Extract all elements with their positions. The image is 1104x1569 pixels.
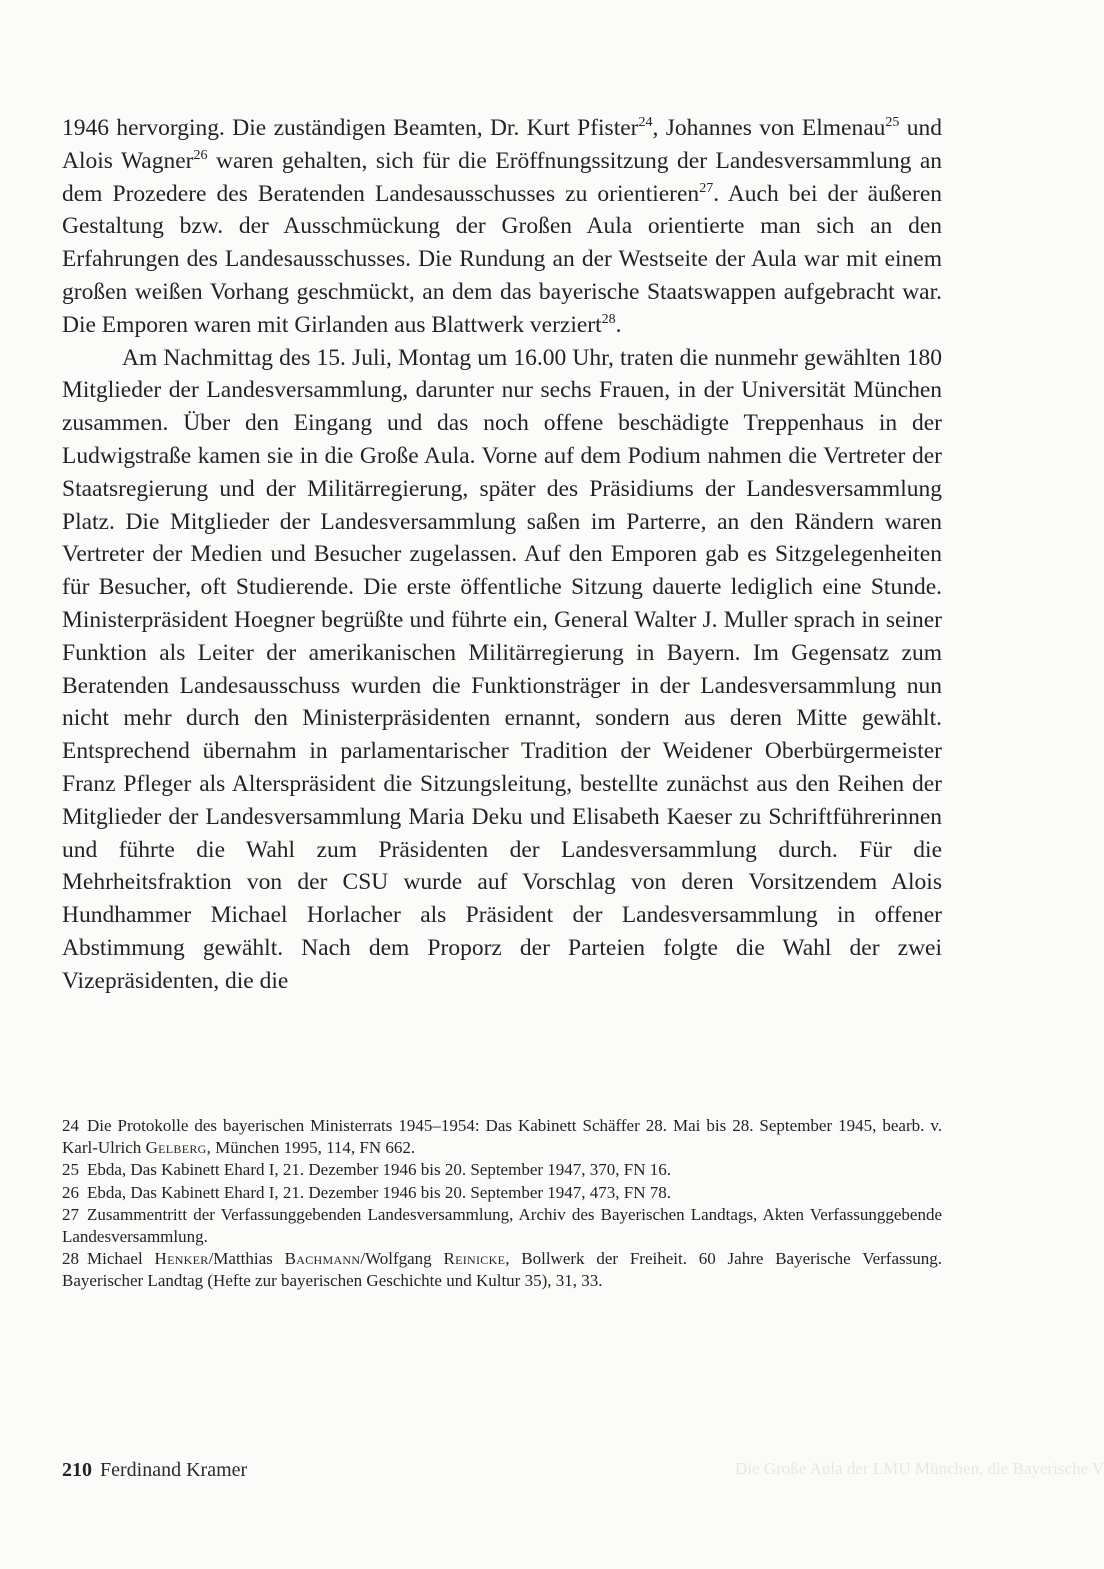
paragraph — [62, 342, 942, 998]
author-name: Bachmann — [284, 1249, 361, 1269]
footnote-number: 26 — [62, 1182, 79, 1202]
footnote-number: 24 — [62, 1116, 79, 1135]
text-run: , Johannes von Elmenau — [652, 115, 886, 141]
author-name: Gelberg — [145, 1138, 207, 1158]
footnote-number: 25 — [62, 1160, 79, 1180]
footnote-text: Zusammentritt der Verfassunggebenden Landesversammlung, Archiv des Bayerischen Landtags, Akten Verfassunggebende Landesversammlung. — [62, 1204, 942, 1247]
text-run: . — [615, 311, 622, 338]
footnote — [62, 1204, 942, 1248]
footnote — [62, 1159, 942, 1181]
page-footer — [62, 1457, 247, 1483]
footnote-reference: 26 — [193, 147, 208, 163]
footnote-text: Ebda, Das Kabinett Ehard I, 21. Dezember 1946 bis 20. September 1947, 370, FN 16. — [87, 1160, 672, 1180]
footnote-text: /Matthias — [208, 1249, 285, 1269]
footnote-text: Die Protokolle des bayerischen Ministerrats 1945–1954: Das Kabinett Schäffer 28. Mai bis 28. September 1945, bearb. v. Karl-Ulrich — [62, 1116, 942, 1158]
author-name: Henker — [154, 1249, 209, 1269]
footnote-text: Michael — [87, 1249, 155, 1269]
footnote — [62, 1248, 942, 1292]
footnote-reference: 28 — [601, 311, 616, 327]
footnote — [62, 1115, 942, 1159]
footnote-number: 28 — [62, 1249, 79, 1269]
footnote-reference: 25 — [885, 115, 900, 131]
footnote-text: , Bollwerk der Freiheit. 60 Jahre Bayerische Verfassung. Bayerischer Landtag (Hefte zur bayerischen Geschichte und Kultur 35), 31, 33. — [62, 1249, 942, 1291]
main-text — [62, 112, 942, 998]
text-run: Am Nachmittag des 15. Juli, Montag um 16.00 Uhr, traten die nunmehr gewählten 180 Mitglieder der Landesversammlung, darunter nur sechs Frauen, in der Universität München zusammen. Über den Eingang und das noch offene beschädigte Treppenhaus in der Ludwigstraße kamen sie in die Große Aula. Vorne auf dem Podium nahmen die Vertreter der Staatsregierung und der Militärregierung, später des Präsidiums der Landesversammlung Platz. Die Mitglieder der Landesversammlung saßen im Parterre, an den Rändern waren Vertreter der Medien und Besucher zugelassen. Auf den Emporen gab es Sitzgelegenheiten für Besucher, oft Studierende. Die erste öffentliche Sitzung dauerte lediglich eine Stunde. Ministerpräsident Hoegner begrüßte und führte ein, General Walter J. Muller sprach in seiner Funktion als Leiter der amerikanischen Militärregierung in Bayern. Im Gegensatz zum Beratenden Landesausschuss wurden die Funktionsträger in der Landesversammlung nun nicht mehr durch den Ministerpräsidenten ernannt, sondern aus deren Mitte gewählt. Entsprechend übernahm in parlamentarischer Tradition der Weidener Oberbürgermeister Franz Pfleger als Alterspräsident die Sitzungsleitung, bestellte zunächst aus den Reihen der Mitglieder der Landesversammlung Maria Deku und Elisabeth Kaeser zu Schriftführerinnen und führte die Wahl zum Präsidenten der Landesversammlung durch. Für die Mehrheitsfraktion von der CSU wurde auf Vorschlag von deren Vorsitzendem Alois Hundhammer Michael Horlacher als Präsident der Landesversammlung in offener Abstimmung gewählt. Nach dem Proporz der Parteien folgte die Wahl der zwei Vizepräsidenten, die die — [62, 344, 942, 994]
author-name: Reinicke — [443, 1249, 506, 1269]
footnote-text: /Wolfgang — [360, 1249, 444, 1269]
text-run: 1946 hervorging. Die zuständigen Beamten, Dr. Kurt Pfister — [62, 115, 639, 141]
paragraph — [62, 112, 942, 342]
text-run: und Alois Wagner — [62, 115, 942, 174]
text-run: . Auch bei der äußeren Gestaltung bzw. der Ausschmückung der Großen Aula orientierte man sich an den Erfahrungen des Landesausschusses. Die Rundung an der Westseite der Aula war mit einem großen weißen Vorhang geschmückt, an dem das bayerische Staatswappen aufgebracht war. Die Emporen waren mit Girlanden aus Blattwerk verziert — [62, 180, 942, 338]
footnotes — [62, 1115, 942, 1293]
bleed-through-text: Die Große Aula der LMU München, die Bayerische V — [735, 1459, 1104, 1478]
text-run: waren gehalten, sich für die Eröffnungssitzung der Landesversammlung an dem Prozedere des Beratenden Landesausschusses zu orientieren — [62, 147, 942, 207]
footnote-reference: 27 — [699, 180, 714, 196]
footnote — [62, 1182, 942, 1204]
footnote-text: Ebda, Das Kabinett Ehard I, 21. Dezember 1946 bis 20. September 1947, 473, FN 78. — [87, 1182, 672, 1202]
footnote-number: 27 — [62, 1204, 79, 1224]
running-head: Ferdinand Kramer — [100, 1459, 248, 1481]
page-number: 210 — [62, 1459, 92, 1481]
footnote-text: , München 1995, 114, FN 662. — [206, 1138, 416, 1158]
footnote-reference: 24 — [638, 115, 653, 131]
